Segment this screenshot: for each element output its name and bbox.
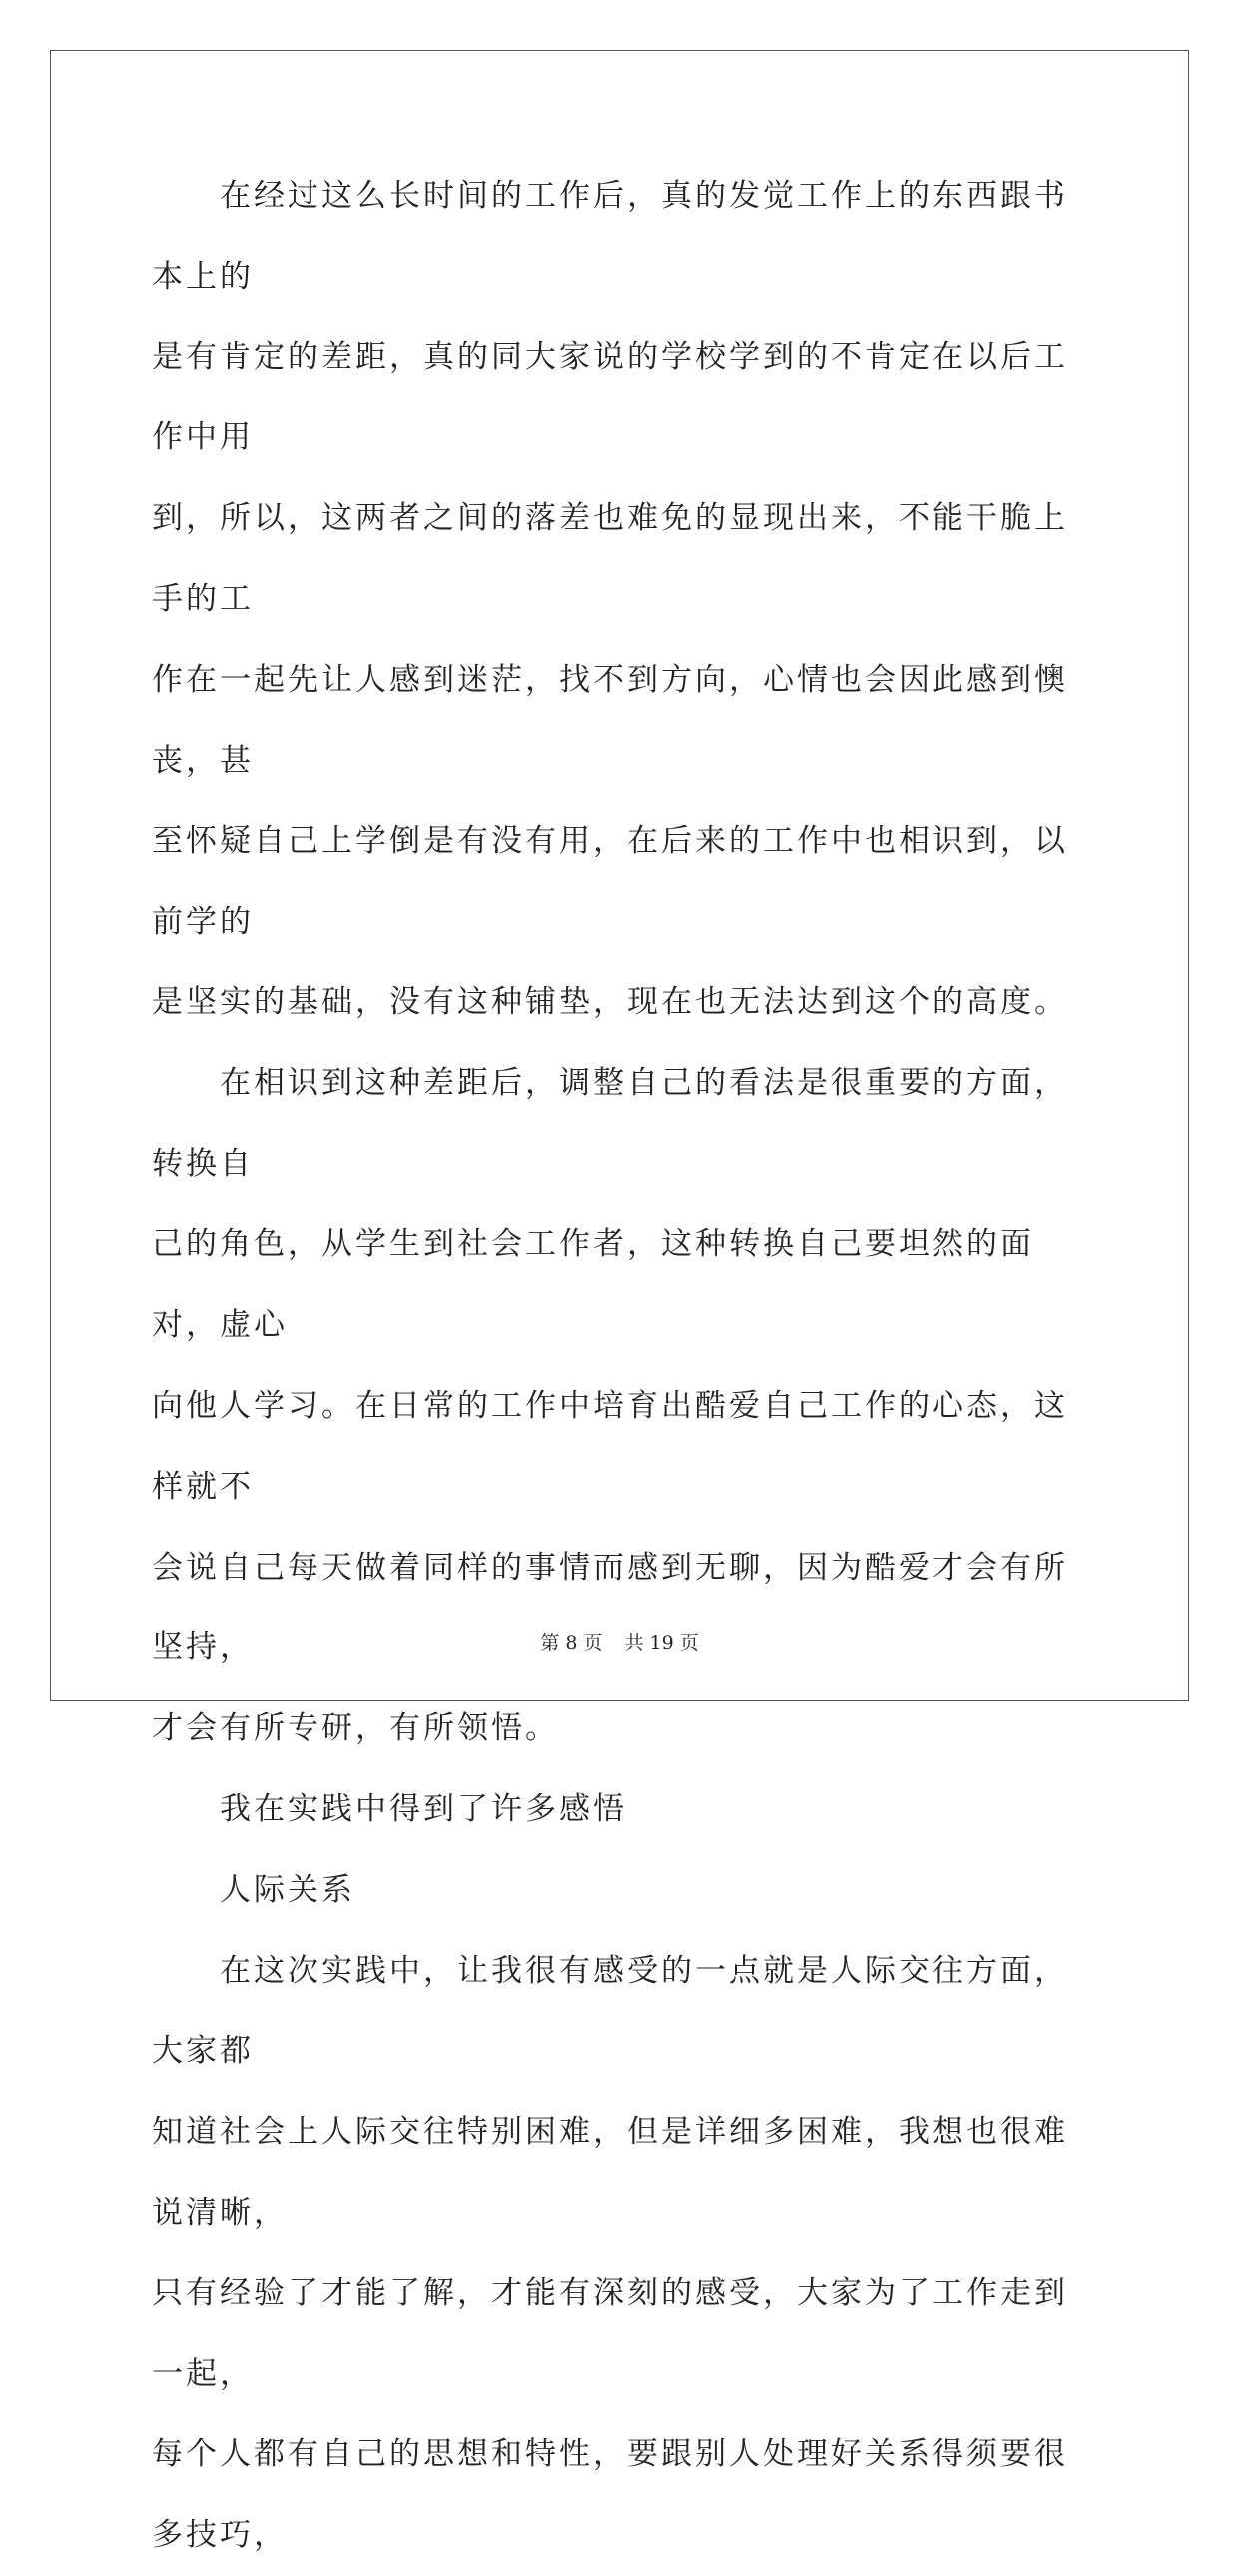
- page-footer: [0, 1628, 1239, 1655]
- total-pages-label: 共 19 页: [624, 1632, 699, 1654]
- current-page-label: 第 8 页: [540, 1632, 603, 1654]
- paragraph-2: 在相识到这种差距后，调整自己的看法是很重要的方面，转换自 己的角色，从学生到社会工作者，这种转换自己要坦然的面对，虚心 向他人学习。在日常的工作中培育出酷爱自己工作的心态，这样就不 会说自己每天做着同样的事情而感到无聊，因为酷爱才会有所坚持， 才会有所专研，有所领悟。: [152, 1064, 1068, 1747]
- document-body: [152, 156, 1094, 2576]
- paragraph-3: 我在实践中得到了许多感悟: [152, 1790, 627, 1827]
- paragraph-4: 人际关系: [152, 1871, 355, 1908]
- paragraph-5: 在这次实践中，让我很有感受的一点就是人际交往方面，大家都 知道社会上人际交往特别困难，但是详细多困难，我想也很难说清晰， 只有经验了才能了解，才能有深刻的感受，大家为了工作走到一起， 每个人都有自己的思想和特性，要跟别人处理好关系得须要很多技巧，: [152, 1952, 1068, 2554]
- paragraph-1: 在经过这么长时间的工作后，真的发觉工作上的东西跟书本上的 是有肯定的差距，真的同大家说的学校学到的不肯定在以后工作中用 到，所以，这两者之间的落差也难免的显现出来，不能干脆上手的工 作在一起先让人感到迷茫，找不到方向，心情也会因此感到懊丧，甚 至怀疑自己上学倒是有没有用，在后来的工作中也相识到，以前学的 是坚实的基础，没有这种铺垫，现在也无法达到这个的高度。: [152, 178, 1068, 1020]
